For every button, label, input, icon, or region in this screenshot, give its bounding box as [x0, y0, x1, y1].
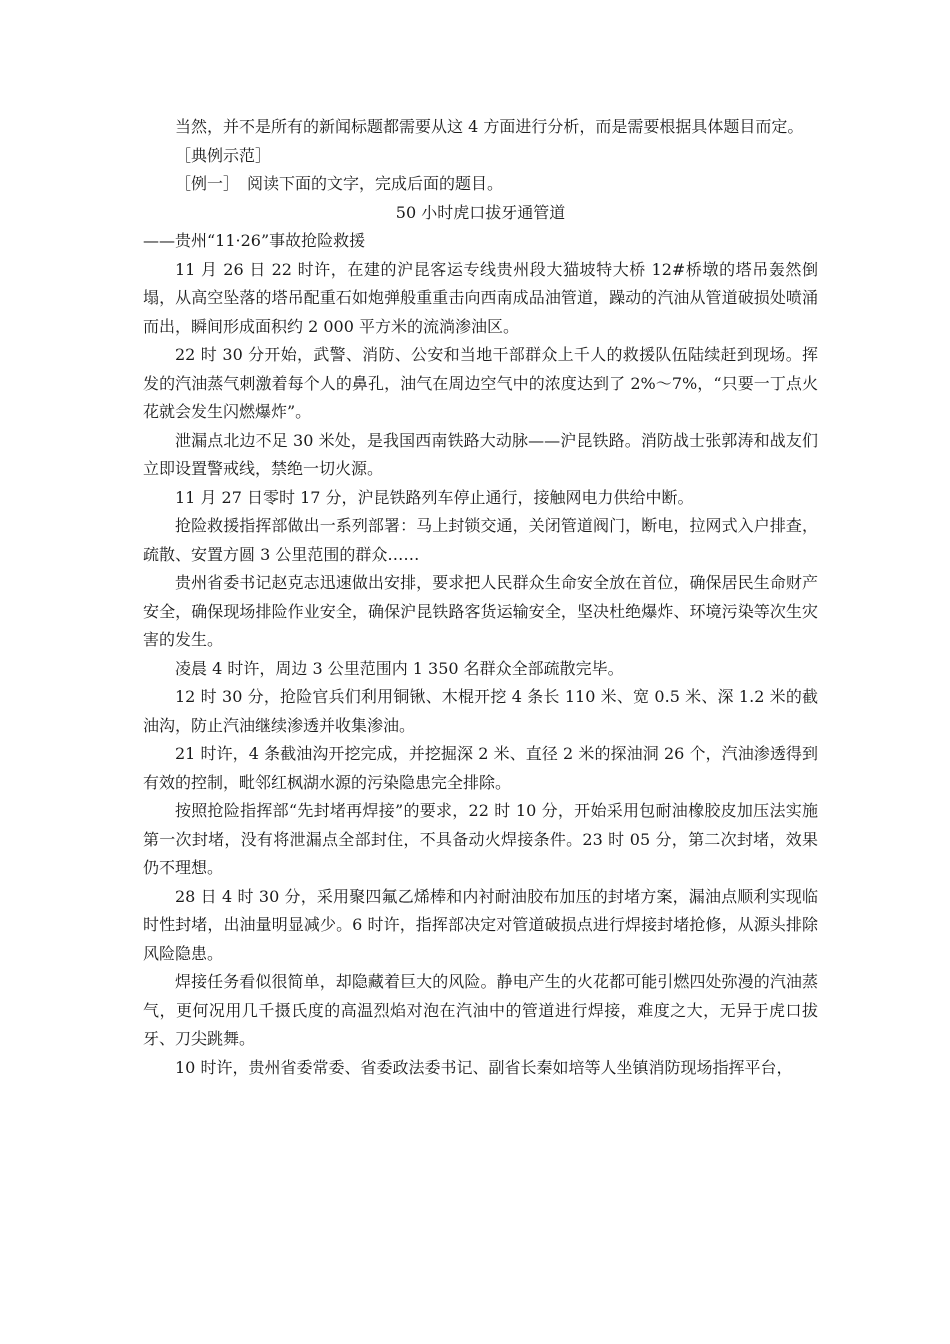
article-paragraph: 22 时 30 分开始，武警、消防、公安和当地干部群众上千人的救援队伍陆续赶到现场。挥发的汽油蒸气刺激着每个人的鼻孔，油气在周边空气中的浓度达到了 2%～7%，“只要一丁点火花就会发生闪燃爆炸”。 [143, 345, 818, 421]
article-paragraph: 10 时许，贵州省委常委、省委政法委书记、副省长秦如培等人坐镇消防现场指挥平台， [175, 1057, 793, 1077]
article-paragraph: 按照抢险指挥部“先封堵再焊接”的要求，22 时 10 分，开始采用包耐油橡胶皮加压法实施第一次封堵，没有将泄漏点全部封住，不具备动火焊接条件。23 时 05 分，第二次封堵，效果仍不理想。 [143, 801, 818, 877]
article-paragraph: 11 月 26 日 22 时许，在建的沪昆客运专线贵州段大猫坡特大桥 12#桥墩的塔吊轰然倒塌，从高空坠落的塔吊配重石如炮弹般重重击向西南成品油管道，躁动的汽油从管道破损处喷涌而出，瞬间形成面积约 2 000 平方米的流淌渗油区。 [143, 259, 818, 336]
section-label: ［典例示范］ [175, 145, 272, 165]
article-paragraph: 11 月 27 日零时 17 分，沪昆铁路列车停止通行，接触网电力供给中断。 [175, 487, 694, 507]
article-paragraph: 焊接任务看似很简单，却隐藏着巨大的风险。静电产生的火花都可能引燃四处弥漫的汽油蒸气，更何况用几千摄氏度的高温烈焰对泡在汽油中的管道进行焊接，难度之大，无异于虎口拔牙、刀尖跳舞。 [143, 972, 818, 1048]
article-title: 50 小时虎口拔牙通管道 [395, 202, 566, 222]
article-paragraph: 21 时许，4 条截油沟开挖完成，并挖掘深 2 米、直径 2 米的探油洞 26 个，汽油渗透得到有效的控制，毗邻红枫湖水源的污染隐患完全排除。 [143, 744, 818, 792]
article-paragraph: 贵州省委书记赵克志迅速做出安排，要求把人民群众生命安全放在首位，确保居民生命财产安全，确保现场排险作业安全，确保沪昆铁路客货运输安全，坚决杜绝爆炸、环境污染等次生灾害的发生。 [143, 573, 818, 649]
example-label: ［例一］ 阅读下面的文字，完成后面的题目。 [175, 174, 504, 193]
article-paragraph: 凌晨 4 时许，周边 3 公里范围内 1 350 名群众全部疏散完毕。 [175, 658, 624, 678]
article-subtitle: ——贵州“11·26”事故抢险救援 [143, 231, 366, 250]
document-page [143, 113, 818, 1082]
article-paragraph: 泄漏点北边不足 30 米处，是我国西南铁路大动脉——沪昆铁路。消防战士张郭涛和战友们立即设置警戒线，禁绝一切火源。 [143, 430, 818, 478]
article-paragraph: 12 时 30 分，抢险官兵们利用铜锹、木棍开挖 4 条长 110 米、宽 0.5 米、深 1.2 米的截油沟，防止汽油继续渗透并收集渗油。 [143, 687, 818, 735]
intro-paragraph: 当然，并不是所有的新闻标题都需要从这 4 方面进行分析，而是需要根据具体题目而定。 [175, 117, 804, 136]
article-paragraph: 抢险救援指挥部做出一系列部署：马上封锁交通，关闭管道阀门，断电，拉网式入户排查，疏散、安置方圆 3 公里范围的群众…… [143, 516, 818, 564]
article-paragraph: 28 日 4 时 30 分，采用聚四氟乙烯棒和内衬耐油胶布加压的封堵方案，漏油点顺利实现临时性封堵，出油量明显减少。6 时许，指挥部决定对管道破损点进行焊接封堵抢修，从源头排除风险隐患。 [143, 886, 818, 963]
